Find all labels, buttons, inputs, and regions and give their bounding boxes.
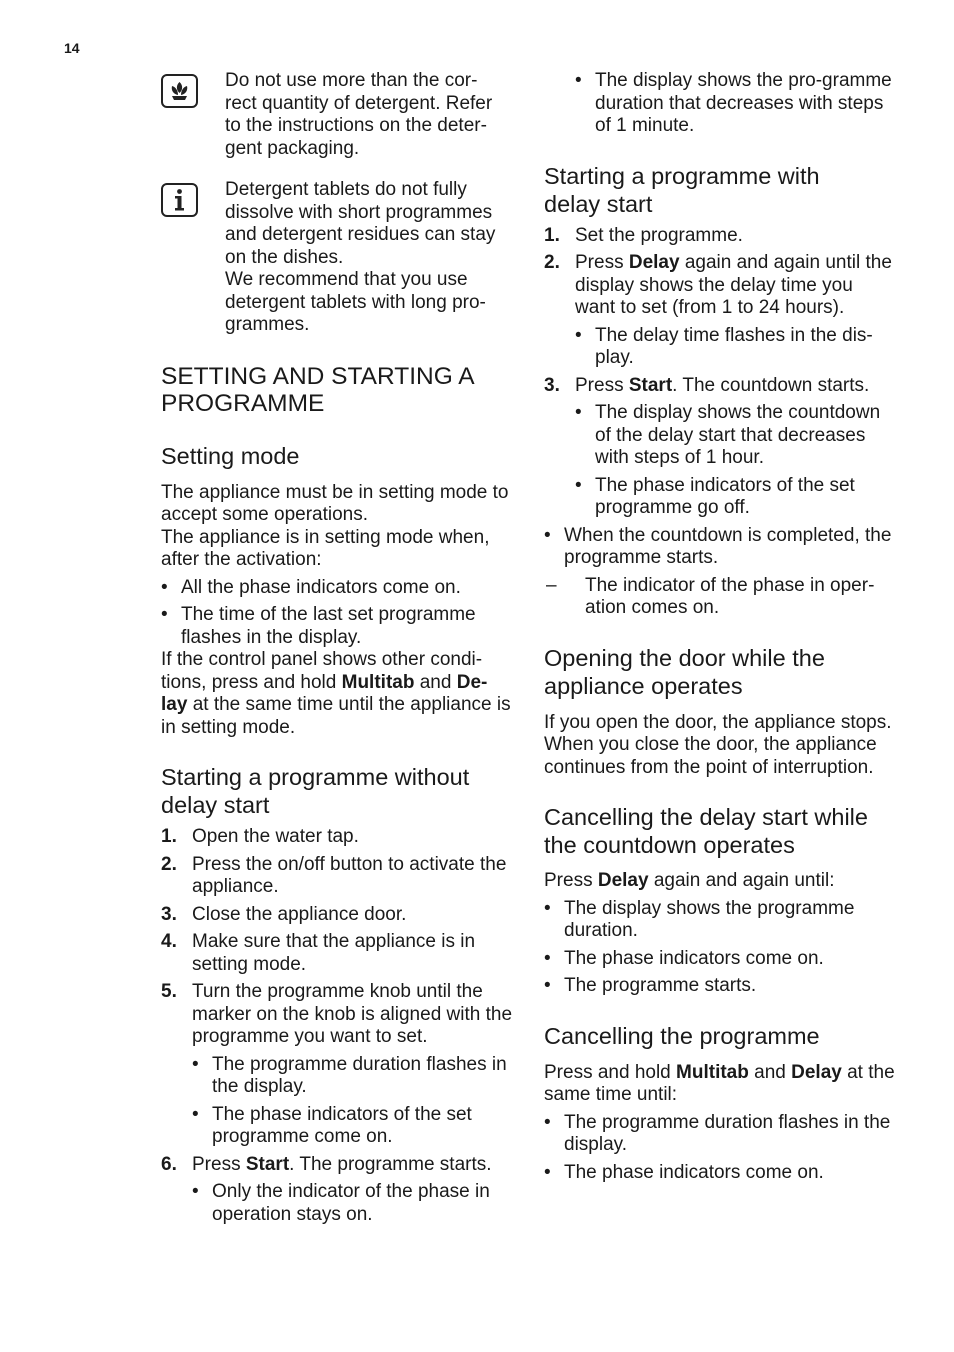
list-item: 5. Turn the programme knob until the marker on the knob is aligned with the programme you want to set. • The programme duration flashes in the display. • The phase indicators of the set programme come on. xyxy=(161,981,513,1149)
note-line: We recommend that you use xyxy=(225,269,468,290)
paragraph: The appliance is in setting mode when, after the activation: xyxy=(161,526,490,570)
list-item: • Only the indicator of the phase in operation stays on. xyxy=(192,1181,513,1226)
right-column xyxy=(544,70,896,1184)
list-item: 3. Press Start. The countdown starts. • The display shows the countdown of the delay start that decreases with steps of 1 hour. • The phase indicators of the set programme go off. xyxy=(544,375,896,520)
list-item: • The phase indicators of the set programme come on. xyxy=(192,1104,513,1149)
cancel-programme-heading: Cancelling the programme xyxy=(544,1022,820,1049)
paragraph: If the control panel shows other condi-tions, press and hold Multitab and De-lay at the same time until the appliance is in setting mode. xyxy=(161,649,511,738)
paragraph: Press and hold Multitab and Delay at the same time until: xyxy=(544,1061,895,1105)
dash-list xyxy=(544,575,896,620)
section-title-line: PROGRAMME xyxy=(161,390,325,417)
list-item: • The display shows the countdown of the delay start that decreases with steps of 1 hour. xyxy=(575,402,896,470)
list-item: 1. Set the programme. xyxy=(544,224,743,246)
note-line: rect quantity of detergent. Refer xyxy=(225,92,493,114)
list-item: 2. Press Delay again and again until the display shows the delay time you want to set (from 1 to 24 hours). • The delay time flashes in the dis-play. xyxy=(544,252,896,370)
sub-bullet-list xyxy=(575,402,896,520)
sub-bullet-list xyxy=(192,1181,513,1226)
list-item: 1. Open the water tap. xyxy=(161,826,359,847)
note-line: grammes. xyxy=(225,314,310,335)
bullet-list xyxy=(544,525,896,570)
note-line: detergent tablets with long pro- xyxy=(225,291,486,313)
list-item: 2. Press the on/off button to activate the appliance. xyxy=(161,853,507,897)
bullet-list xyxy=(161,577,513,650)
sub-bullet-list xyxy=(192,1054,513,1149)
list-item: • The display shows the programme duration. xyxy=(544,898,896,943)
list-item: 6. Press Start. The programme starts. • Only the indicator of the phase in operation stays on. xyxy=(161,1154,513,1227)
sub-bullet-list xyxy=(575,325,896,370)
no-delay-heading: Starting a programme without delay start xyxy=(161,764,470,818)
info-note xyxy=(161,179,513,337)
note-line: to the instructions on the deter- xyxy=(225,115,487,136)
list-item: 4. Make sure that the appliance is in setting mode. xyxy=(161,931,476,975)
list-item: • All the phase indicators come on. xyxy=(161,577,513,600)
environment-icon xyxy=(161,74,198,108)
door-heading: Opening the door while the appliance operates xyxy=(544,644,825,699)
list-item: • The display shows the pro-gramme duration that decreases with steps of 1 minute. xyxy=(575,70,896,138)
list-item: • The programme starts. xyxy=(544,975,896,998)
bullet-list xyxy=(575,70,896,138)
list-item: • The phase indicators come on. xyxy=(544,948,896,971)
note-line: and detergent residues can stay xyxy=(225,224,496,245)
bullet-list xyxy=(544,1112,896,1185)
list-item: • The programme duration flashes in the display. xyxy=(544,1112,896,1157)
list-item: • When the countdown is completed, the programme starts. xyxy=(544,525,896,570)
list-item: • The delay time flashes in the dis-play. xyxy=(575,325,896,370)
note-line: Detergent tablets do not fully xyxy=(225,179,467,200)
note-line: on the dishes. xyxy=(225,246,344,268)
list-item: 3. Close the appliance door. xyxy=(161,903,407,925)
numbered-list xyxy=(161,826,513,1226)
bullet-list xyxy=(544,898,896,998)
note-line: gent packaging. xyxy=(225,137,360,159)
delay-start-heading: Starting a programme with delay start xyxy=(544,162,820,217)
info-icon xyxy=(161,183,198,217)
paragraph: Press Delay again and again until: xyxy=(544,870,835,891)
list-item: • The programme duration flashes in the display. xyxy=(192,1054,513,1099)
left-column xyxy=(161,70,513,1226)
note-line: Do not use more than the cor- xyxy=(225,70,478,91)
list-item: • The time of the last set programme flashes in the display. xyxy=(161,604,513,649)
page-number: 14 xyxy=(64,40,80,56)
setting-mode-heading: Setting mode xyxy=(161,442,300,469)
section-title xyxy=(161,363,513,418)
list-item: – The indicator of the phase in oper-ation comes on. xyxy=(544,575,896,620)
numbered-list xyxy=(544,225,896,520)
cancel-delay-heading: Cancelling the delay start while the countdown operates xyxy=(544,804,868,858)
note-line: dissolve with short programmes xyxy=(225,201,493,223)
section-title-line: SETTING AND STARTING A xyxy=(161,362,475,390)
paragraph: If you open the door, the appliance stops. When you close the door, the appliance continues from the point of interruption. xyxy=(544,711,892,778)
list-item: • The phase indicators come on. xyxy=(544,1162,896,1185)
paragraph: The appliance must be in setting mode to accept some operations. xyxy=(161,481,509,525)
environment-note xyxy=(161,70,513,160)
list-item: • The phase indicators of the set programme go off. xyxy=(575,475,896,520)
